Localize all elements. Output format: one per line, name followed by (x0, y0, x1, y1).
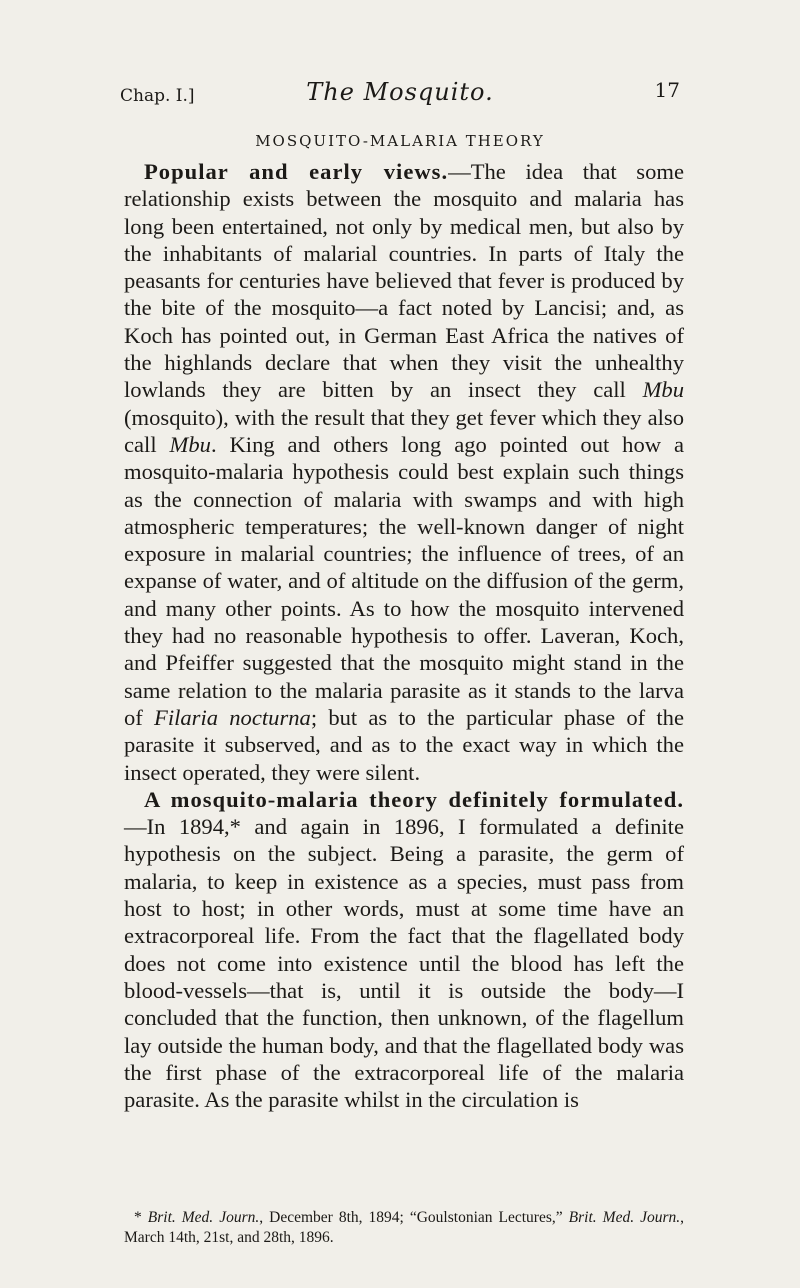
paragraph-text: ; but as to the particular phase of the parasite it subserved, and as to the exact way in which the insect operated, they were silent. (124, 704, 684, 785)
paragraph-heading: A mosquito-malaria theory definitely formulated. (144, 786, 684, 812)
italic-term: Mbu (642, 377, 684, 403)
paragraph-text: —In 1894,* and again in 1896, I formulated a definite hypothesis on the subject. Being a parasite, the germ of malaria, to keep in existence as a species, must pass from host to host; in other words, must at some time have an extracorporeal life. From the fact that the flagellated body does not come into existence until the blood has left the blood-vessels—that is, until it is outside the body—I concluded that the function, then unknown, of the flagellum lay outside the human body, and that the flagellated body was the first phase of the extracorporeal life of the malaria parasite. As the parasite whilst in the circulation is (124, 814, 684, 1113)
footnote-text (124, 1208, 684, 1248)
paragraph-text: (mosquito), with the result that they get fever which they also call (124, 404, 684, 457)
italic-term: Filaria nocturna (154, 704, 311, 730)
chapter-reference: Chap. I.] (120, 86, 195, 106)
section-heading: MOSQUITO-MALARIA THEORY (255, 132, 545, 150)
footnote-marker: * (134, 1209, 148, 1226)
journal-title: Brit. Med. Journ. (568, 1209, 681, 1226)
paragraph-theory-formulated (124, 786, 684, 1114)
journal-title: Brit. Med. Journ. (147, 1209, 260, 1226)
page-number: 17 (654, 78, 680, 102)
body-text (124, 158, 684, 1113)
paragraph-heading: Popular and early views. (144, 159, 449, 184)
running-title: The Mosquito. (306, 78, 494, 106)
paragraph-text: —The idea that some relationship exists between the mosquito and malaria has long been entertained, not only by medical men, but also by the inhabitants of malarial countries. In parts of Italy the peasants for centuries have believed that fever is produced by the bite of the mosquito—a fact noted by Lancisi; and, as Koch has pointed out, in German East Africa the natives of the highlands declare that when they visit the unhealthy lowlands they are bitten by an insect they call (124, 159, 684, 403)
italic-term: Mbu (169, 431, 211, 457)
footnote-detail: , March 14th, 21st, and 28th, 1896. (124, 1209, 685, 1246)
paragraph-popular-views (124, 158, 684, 786)
paragraph-text: . King and others long ago pointed out how a mosquito-malaria hypothesis could best explain such things as the connection of malaria with swamps and with high atmospheric temperatures; the well-known danger of night exposure in malarial countries; the influence of trees, of an expanse of water, and of altitude on the diffusion of the germ, and many other points. As to how the mosquito intervened they had no reasonable hypothesis to offer. Laveran, Koch, and Pfeiffer suggested that the mosquito might stand in the same relation to the malaria parasite as it stands to the larva of (124, 431, 684, 730)
running-head (120, 78, 680, 112)
footnote (124, 1208, 684, 1248)
footnote-detail: , December 8th, 1894; “Goulstonian Lectures,” (259, 1209, 569, 1226)
